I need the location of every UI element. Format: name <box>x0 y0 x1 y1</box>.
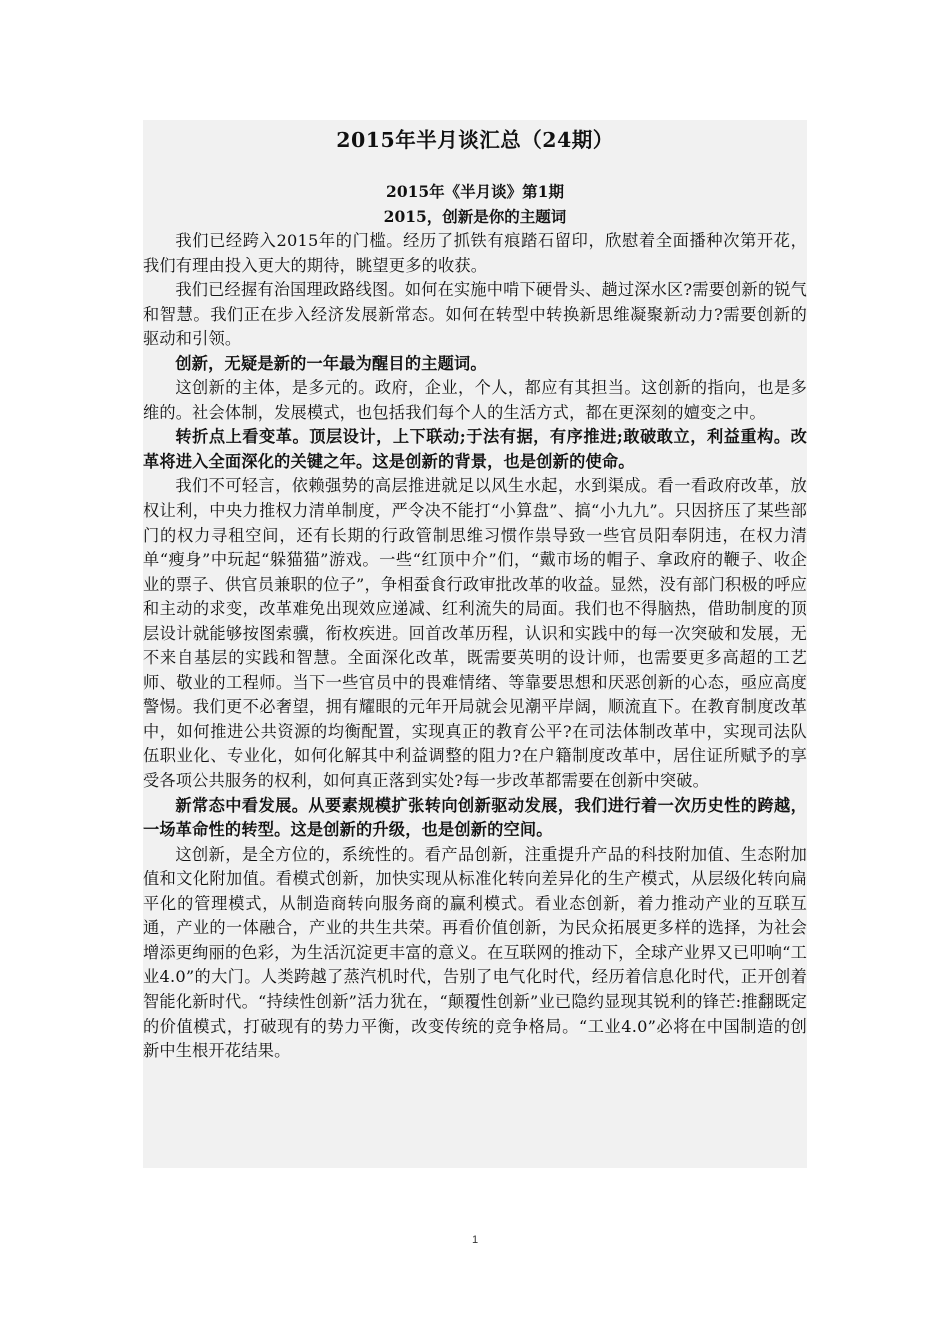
paragraph-1: 我们已经跨入2015年的门槛。经历了抓铁有痕踏石留印，欣慰着全面播种次第开花，我们有理由投入更大的期待，眺望更多的收获。 <box>143 231 807 275</box>
document-body <box>143 120 807 1168</box>
paragraph-7-highlight: 新常态中看发展。从要素规模扩张转向创新驱动发展，我们进行着一次历史性的跨越，一场革命性的转型。这是创新的升级，也是创新的空间。 <box>143 795 807 840</box>
page-number: 1 <box>471 1234 479 1246</box>
document-title: 2015年半月谈汇总（24期） <box>336 128 614 152</box>
article-title: 2015，创新是你的主题词 <box>383 206 567 226</box>
paragraph-2: 我们已经握有治国理政路线图。如何在实施中啃下硬骨头、趟过深水区?需要创新的锐气和智慧。我们正在步入经济发展新常态。如何在转型中转换新思维凝聚新动力?需要创新的驱动和引领。 <box>143 280 807 349</box>
title-spacer <box>143 156 807 174</box>
paragraph-5-highlight: 转折点上看变革。顶层设计，上下联动;于法有据，有序推进;敢破敢立，利益重构。改革将进入全面深化的关键之年。这是创新的背景，也是创新的使命。 <box>143 427 807 471</box>
issue-title: 2015年《半月谈》第1期 <box>386 182 564 201</box>
paragraph-4: 这创新的主体，是多元的。政府，企业，个人，都应有其担当。这创新的指向，也是多维的。社会体制，发展模式，也包括我们每个人的生活方式，都在更深刻的嬗变之中。 <box>143 378 807 422</box>
paragraph-3-highlight: 创新，无疑是新的一年最为醒目的主题词。 <box>175 353 487 373</box>
paragraph-8: 这创新，是全方位的，系统性的。看产品创新，注重提升产品的科技附加值、生态附加值和文化附加值。看模式创新，加快实现从标准化转向差异化的生产模式，从层级化转向扁平化的管理模式，从制造商转向服务商的赢利模式。看业态创新，着力推动产业的互联互通，产业的一体融合，产业的共生共荣。再看价值创新，为民众拓展更多样的选择，为社会增添更绚丽的色彩，为生活沉淀更丰富的意义。在互联网的推动下，全球产业界又已叩响“工业4.0”的大门。人类跨越了蒸汽机时代，告别了电气化时代，经历着信息化时代，正开创着智能化新时代。“持续性创新”活力犹在，“颠覆性创新”业已隐约显现其锐利的锋芒:推翻既定的价值模式，打破现有的势力平衡，改变传统的竞争格局。“工业4.0”必将在中国制造的创新中生根开花结果。 <box>143 844 807 1061</box>
paragraph-6: 我们不可轻言，依赖强势的高层推进就足以风生水起，水到渠成。看一看政府改革，放权让利，中央力推权力清单制度，严令决不能打“小算盘”、搞“小九九”。只因挤压了某些部门的权力寻租空间，还有长期的行政管制思维习惯作祟导致一些官员阳奉阴违，在权力清单“瘦身”中玩起“躲猫猫”游戏。一些“红顶中介”们，“戴市场的帽子、拿政府的鞭子、收企业的票子、供官员兼职的位子”，争相蚕食行政审批改革的收益。显然，没有部门积极的呼应和主动的求变，改革难免出现效应递减、红利流失的局面。我们也不得脑热，借助制度的顶层设计就能够按图索骥，衔枚疾进。回首改革历程，认识和实践中的每一次突破和发展，无不来自基层的实践和智慧。全面深化改革，既需要英明的设计师，也需要更多高超的工艺师、敬业的工程师。当下一些官员中的畏难情绪、等靠要思想和厌恶创新的心态，亟应高度警惕。我们更不必奢望，拥有耀眼的元年开局就会见潮平岸阔，顺流直下。在教育制度改革中，如何推进公共资源的均衡配置，实现真正的教育公平?在司法体制改革中，实现司法队伍职业化、专业化，如何化解其中利益调整的阻力?在户籍制度改革中，居住证所赋予的享受各项公共服务的权利，如何真正落到实处?每一步改革都需要在创新中突破。 <box>143 476 807 791</box>
